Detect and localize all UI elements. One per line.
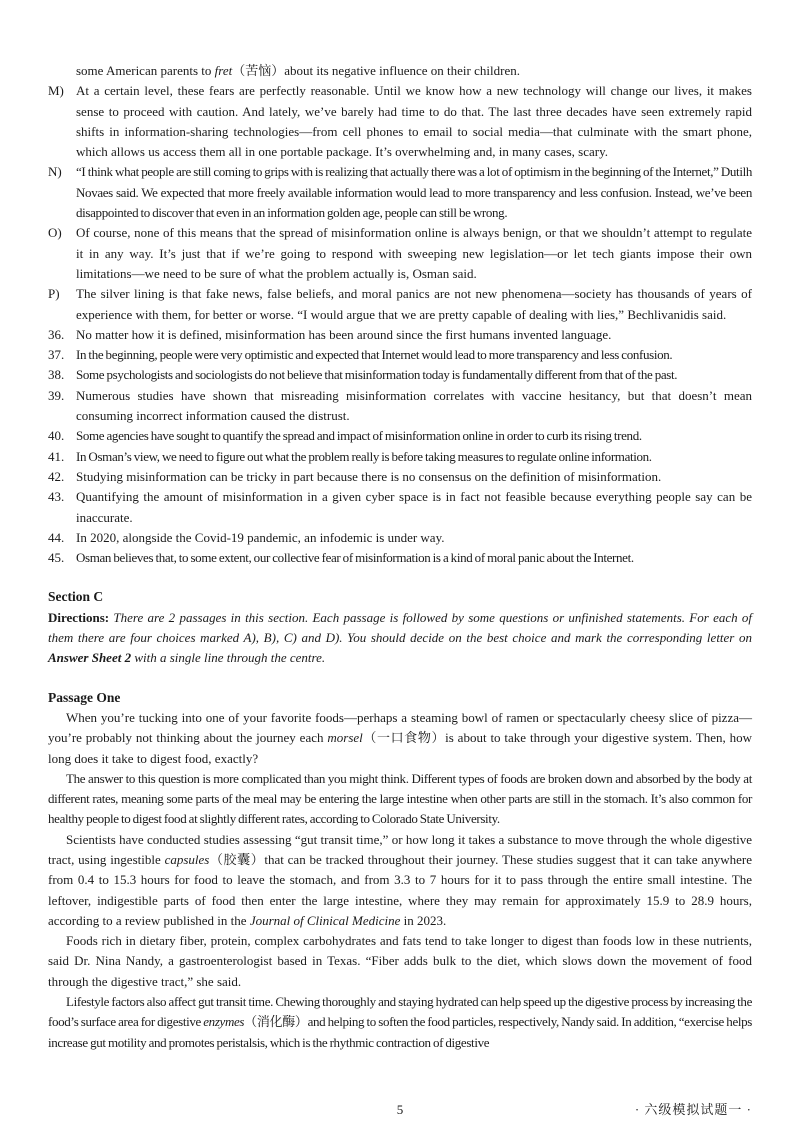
passage-paragraph-2 (48, 769, 752, 830)
paragraph-text-middle: that can be tracked throughout their journey. These studies suggest that it can take anywhere from 0.4 to 15.3 hours for food to leave the stomach, and from 3.3 to 7 hours for it to pass through the entire small intestine. The leftover, indigestible parts of food then enter the large intestine, where they may remain for approximately 15.9 to 28.9 hours, according to a review published in the (48, 851, 752, 928)
chinese-gloss: （苦恼） (232, 63, 285, 78)
statement-number: 43. (48, 489, 65, 505)
paragraph-text-end: is about to take through your digestive system. Then, how long does it take to digest food, exactly? (48, 730, 753, 766)
passage-paragraph-1 (48, 708, 752, 769)
glossed-term: fret (214, 63, 233, 78)
statement-number: 39. (48, 387, 65, 403)
statement-43 (48, 487, 752, 528)
statement-text: Studying misinformation can be tricky in part because there is no consensus on the definition of misinformation. (76, 468, 662, 484)
paragraph-p (48, 284, 752, 325)
statement-number: 41. (48, 448, 65, 464)
section-c-title: Section C (48, 589, 104, 605)
statement-number: 40. (48, 428, 65, 444)
statement-36 (48, 325, 752, 345)
glossed-term: morsel (327, 730, 363, 746)
glossed-term: capsules (164, 851, 210, 867)
statement-40 (48, 426, 752, 446)
paragraph-text: Foods rich in dietary fiber, protein, complex carbohydrates and fats tend to take longer to digest than foods low in these nutrients, said Dr. Nina Nandy, a gastroenterologist based in Texas. “Fiber adds bulk to the diet, which slows down the movement of food through the digestive tract,” she said. (48, 933, 752, 989)
page-number: 5 (396, 1102, 404, 1117)
chinese-gloss: （消化酶） (244, 1014, 308, 1030)
paragraph-text: Scientists have conducted studies assessing “gut transit time,” or how long it takes a substance to move through the whole digestive tract, using ingestible (48, 831, 752, 867)
statement-38 (48, 365, 752, 385)
paragraph-text: “I think what people are still coming to grips with is realizing that actually there was a lot of optimism in the beginning of the Internet,” Dutilh Novaes said. We expected that more freely available information would lead to more transparency and less confusion. Instead, we’ve been disappointed to discover that even in an information golden age, people can still be wrong. (76, 164, 752, 221)
statement-number: 38. (48, 367, 65, 383)
continuation-line (76, 61, 752, 81)
statement-number: 36. (48, 326, 65, 342)
paragraph-n (48, 162, 752, 223)
paragraph-text: The answer to this question is more complicated than you might think. Different types of foods are broken down and absorbed by the body at different rates, meaning some parts of the meal may be entering the large intestine when other parts are still in the stomach. It’s also common for healthy people to digest food at slightly different rates, according to Colorado State University. (48, 770, 752, 827)
statement-37 (48, 345, 752, 365)
statement-text: In 2020, alongside the Covid-19 pandemic, an infodemic is under way. (76, 529, 445, 545)
statement-text: Osman believes that, to some extent, our collective fear of misinformation is a kind of moral panic about the Internet. (76, 550, 634, 566)
glossed-term: enzymes (203, 1014, 245, 1030)
passage-paragraph-5 (48, 992, 752, 1053)
statement-text: No matter how it is defined, misinformation has been around since the first humans invented language. (76, 326, 612, 342)
paragraph-text: Lifestyle factors also affect gut transit time. Chewing thoroughly and staying hydrated can help speed up the digestive process by increasing the food’s surface area for digestive (48, 994, 752, 1030)
paragraph-text-end: and helping to soften the food particles, respectively, Nandy said. In addition, “exercise helps increase gut motility and promotes peristalsis, which is the rhythmic contraction of digestive (48, 1014, 752, 1050)
statement-39 (48, 386, 752, 427)
directions-text-end: with a single line through the centre. (131, 650, 326, 666)
statement-text: Numerous studies have shown that misreading misinformation correlates with vaccine hesitancy, but that doesn’t mean consuming incorrect information caused the distrust. (76, 387, 752, 424)
paragraph-m (48, 81, 752, 162)
paragraph-text: At a certain level, these fears are perfectly reasonable. Until we know how a new technology will change our lives, it makes sense to proceed with caution. And lately, we’ve barely had time to do that. The last three decades have seen extremely rapid shifts in information-sharing technologies—from cell phones to email to social media—that culminate with the smart phone, which allows us access them all in one portable package. It’s overwhelming and, in many cases, scary. (76, 83, 752, 160)
passage-paragraph-4 (48, 931, 752, 992)
paragraph-text-end: in 2023. (400, 912, 447, 928)
statement-number: 45. (48, 550, 65, 566)
statement-number: 42. (48, 468, 65, 484)
statement-text: Quantifying the amount of misinformation in a given cyber space is in fact not feasible because everything people say can be inaccurate. (76, 489, 752, 525)
directions-label: Directions: (48, 609, 110, 625)
directions-text: There are 2 passages in this section. Each passage is followed by some questions or unfinished statements. For each of them there are four choices marked A), B), C) and D). You should decide on the best choice and mark the corresponding letter on (48, 609, 752, 646)
chinese-gloss: （胶囊） (209, 851, 265, 867)
paragraph-label: N) (48, 164, 62, 180)
journal-title: Journal of Clinical Medicine (249, 912, 401, 928)
answer-sheet-reference: Answer Sheet 2 (48, 650, 132, 666)
passage-paragraph-3 (48, 830, 752, 931)
statement-number: 37. (48, 347, 65, 363)
statement-number: 44. (48, 529, 65, 545)
statement-text: In the beginning, people were very optimistic and expected that Internet would lead to more transparency and less confusion. (76, 347, 673, 363)
page-content (48, 61, 752, 1053)
footer-title: · 六级模拟试题一 · (634, 1102, 752, 1117)
continuation-text: some American parents to (76, 63, 215, 78)
paragraph-label: P) (48, 286, 60, 302)
continuation-text-end: about its negative influence on their children. (284, 63, 520, 78)
paragraph-label: O) (48, 225, 62, 241)
directions (48, 608, 752, 669)
passage-one-title: Passage One (48, 689, 121, 705)
paragraph-text: When you’re tucking into one of your favorite foods—perhaps a steaming bowl of ramen or spectacularly cheesy slice of pizza—you’re probably not thinking about the journey each (48, 709, 752, 746)
paragraph-text: The silver lining is that fake news, false beliefs, and moral panics are not new phenomena—society has thousands of years of experience with them, for better or worse. “I would argue that we are pretty capable of dealing with lies,” Bechlivanidis said. (76, 286, 752, 322)
paragraph-o (48, 223, 752, 284)
paragraph-label: M) (48, 83, 64, 99)
statement-45 (48, 548, 752, 568)
statement-text: Some agencies have sought to quantify the spread and impact of misinformation online in order to curb its rising trend. (76, 428, 642, 444)
paragraph-text: Of course, none of this means that the spread of misinformation online is always benign, or that we shouldn’t attempt to regulate it in any way. It’s just that if we’re going to respond with sweeping new legislation—or let tech giants impose their own limitations—we need to be sure of what the problem actually is, Osman said. (76, 225, 752, 281)
statement-44 (48, 528, 752, 548)
statement-42 (48, 467, 752, 487)
statement-text: In Osman’s view, we need to figure out what the problem really is before taking measures to regulate online information. (76, 448, 652, 464)
statement-41 (48, 447, 752, 467)
statement-text: Some psychologists and sociologists do not believe that misinformation today is fundamentally different from that of the past. (76, 367, 678, 383)
chinese-gloss: （一口食物） (362, 730, 446, 746)
